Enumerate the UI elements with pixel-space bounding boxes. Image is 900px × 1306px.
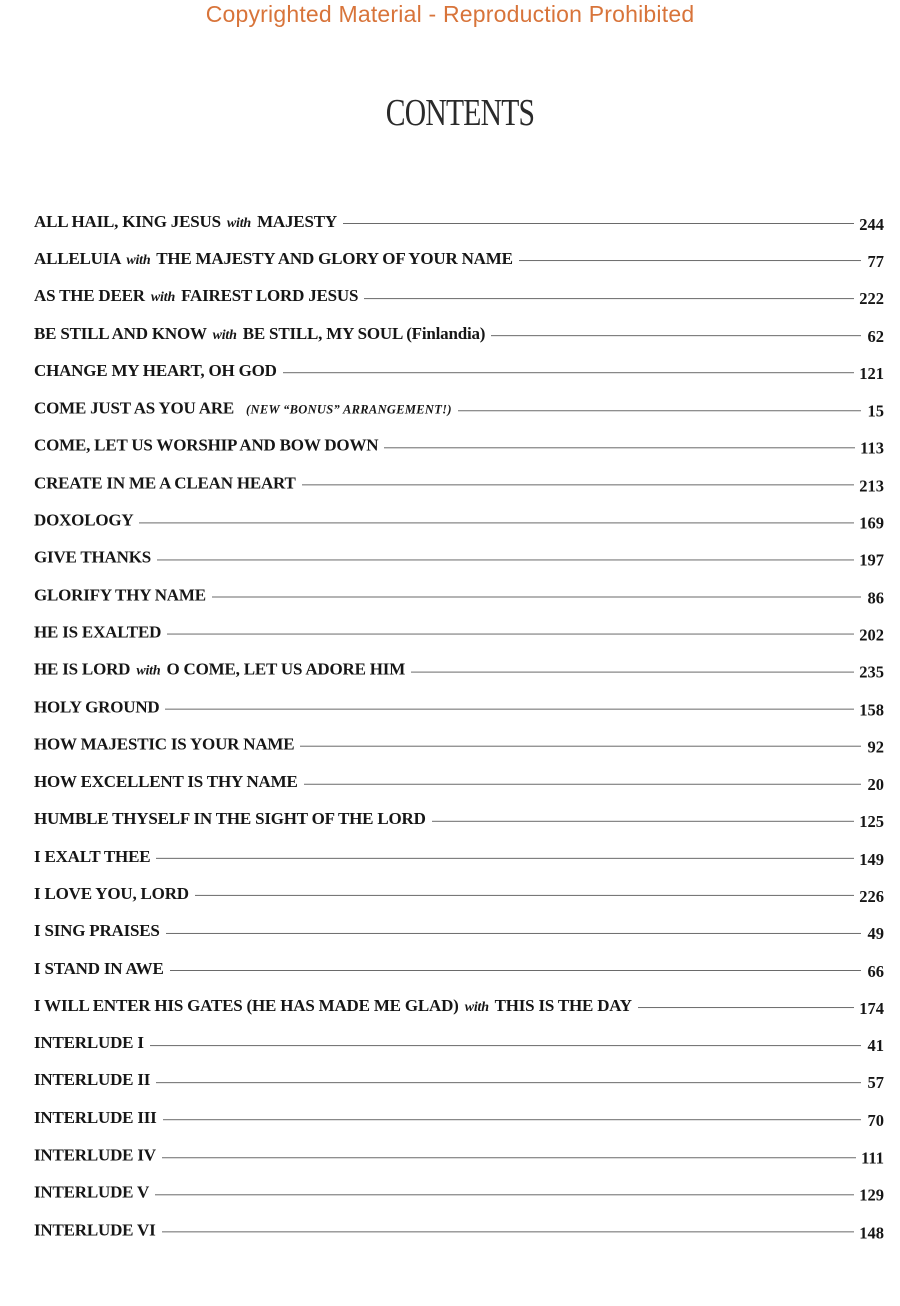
toc-entry-main-title: HUMBLE THYSELF IN THE SIGHT OF THE LORD — [34, 809, 426, 829]
toc-entry-with: with — [212, 327, 237, 343]
copyright-watermark: Copyrighted Material - Reproduction Prohibited — [205, 1, 695, 27]
toc-entry — [34, 464, 884, 501]
toc-entry-main-title: HOW EXCELLENT IS THY NAME — [34, 771, 298, 791]
toc-entry — [34, 576, 884, 613]
toc-entry-page-number: 70 — [867, 1110, 884, 1130]
toc-entry-medley-title: BE STILL, MY SOUL (Finlandia) — [242, 323, 486, 343]
toc-entry-title — [34, 959, 164, 979]
dot-leader — [304, 783, 861, 784]
dot-leader — [638, 1007, 854, 1008]
toc-entry-page-number: 148 — [859, 1223, 884, 1243]
toc-entry-main-title: CHANGE MY HEART, OH GOD — [34, 361, 277, 381]
toc-entry — [34, 651, 884, 688]
toc-entry-page-number: 197 — [859, 550, 884, 570]
dot-leader — [162, 1157, 856, 1158]
toc-entry-with: with — [126, 252, 151, 268]
toc-entry — [34, 1137, 884, 1174]
toc-entry-page-number: 202 — [859, 625, 884, 645]
toc-entry — [34, 203, 884, 240]
toc-entry-medley-title: MAJESTY — [257, 211, 337, 231]
toc-entry-title — [34, 847, 150, 867]
toc-entry-page-number: 125 — [859, 812, 884, 832]
toc-entry-main-title: CREATE IN ME A CLEAN HEART — [34, 473, 296, 493]
toc-entry-medley-title: THIS IS THE DAY — [494, 995, 632, 1015]
toc-entry-title — [34, 585, 206, 605]
dot-leader — [411, 671, 854, 672]
toc-entry-main-title: BE STILL AND KNOW — [34, 323, 207, 343]
toc-entry-page-number: 92 — [867, 737, 884, 757]
toc-entry-main-title: I SING PRAISES — [34, 921, 160, 941]
toc-entry — [34, 1025, 884, 1062]
toc-entry-page-number: 41 — [867, 1036, 884, 1056]
toc-entry — [34, 987, 884, 1024]
toc-entry-title — [34, 921, 160, 941]
toc-entry-page-number: 62 — [867, 326, 884, 346]
toc-entry — [34, 801, 884, 838]
toc-entry-title — [34, 286, 358, 306]
toc-entry-title — [34, 772, 298, 792]
dot-leader — [163, 1119, 861, 1120]
dot-leader — [519, 260, 861, 261]
toc-entry-title — [34, 884, 189, 904]
toc-entry-with: with — [136, 663, 161, 679]
toc-entry-page-number: 149 — [859, 849, 884, 869]
toc-entry-main-title: HOLY GROUND — [34, 697, 160, 717]
dot-leader — [139, 522, 854, 523]
toc-entry — [34, 763, 884, 800]
dot-leader — [166, 933, 861, 934]
toc-entry-title — [34, 212, 337, 232]
dot-leader — [212, 597, 861, 598]
toc-entry — [34, 950, 884, 987]
toc-entry-main-title: INTERLUDE V — [34, 1182, 150, 1202]
dot-leader — [170, 970, 861, 971]
toc-entry-title — [34, 436, 378, 456]
toc-entry-page-number: 15 — [867, 401, 884, 421]
toc-entry-medley-title: THE MAJESTY AND GLORY OF YOUR NAME — [156, 248, 513, 268]
toc-entry — [34, 875, 884, 912]
dot-leader — [150, 1045, 861, 1046]
toc-entry-title — [34, 324, 485, 344]
toc-entry-page-number: 66 — [867, 961, 884, 981]
toc-entry-page-number: 113 — [860, 438, 884, 458]
toc-entry-title — [34, 473, 296, 493]
toc-entry — [34, 913, 884, 950]
dot-leader — [458, 410, 861, 411]
toc-entry-main-title: INTERLUDE II — [34, 1070, 151, 1090]
toc-entry-title — [34, 361, 277, 381]
toc-entry-page-number: 49 — [867, 924, 884, 944]
toc-entry — [34, 838, 884, 875]
toc-entry-main-title: I EXALT THEE — [34, 846, 151, 866]
toc-entry-main-title: ALL HAIL, KING JESUS — [34, 211, 221, 231]
toc-entry-page-number: 129 — [859, 1185, 884, 1205]
toc-entry-medley-title: FAIREST LORD JESUS — [181, 286, 359, 306]
toc-entry — [34, 1174, 884, 1211]
toc-entry-main-title: ALLELUIA — [34, 248, 121, 268]
toc-entry-main-title: I LOVE YOU, LORD — [34, 883, 189, 903]
toc-entry — [34, 278, 884, 315]
table-of-contents — [34, 203, 884, 1247]
toc-entry-title — [34, 1071, 150, 1091]
toc-entry-title — [34, 660, 405, 680]
toc-entry-main-title: COME JUST AS YOU ARE — [34, 398, 235, 418]
page-title: CONTENTS — [385, 92, 535, 134]
toc-entry-main-title: GIVE THANKS — [34, 547, 151, 567]
dot-leader — [343, 223, 854, 224]
toc-entry-title — [34, 1108, 157, 1128]
toc-entry-page-number: 226 — [859, 886, 884, 906]
toc-entry — [34, 539, 884, 576]
toc-entry — [34, 502, 884, 539]
toc-entry-page-number: 77 — [867, 251, 884, 271]
toc-entry-page-number: 169 — [859, 513, 884, 533]
toc-entry-page-number: 158 — [859, 700, 884, 720]
dot-leader — [283, 373, 855, 374]
toc-entry — [34, 614, 884, 651]
toc-entry-main-title: INTERLUDE VI — [34, 1220, 156, 1240]
toc-entry-main-title: I WILL ENTER HIS GATES (HE HAS MADE ME GLAD) — [34, 995, 459, 1015]
toc-entry-page-number: 235 — [859, 662, 884, 682]
toc-entry — [34, 1099, 884, 1136]
toc-entry-note: (NEW “BONUS” ARRANGEMENT!) — [246, 402, 452, 417]
dot-leader — [300, 746, 861, 747]
toc-entry-page-number: 174 — [859, 998, 884, 1018]
toc-entry-title — [34, 622, 161, 642]
toc-entry — [34, 315, 884, 352]
toc-entry-with: with — [464, 999, 489, 1015]
toc-entry-with: with — [226, 215, 252, 231]
toc-entry — [34, 1211, 884, 1248]
toc-entry — [34, 390, 884, 427]
toc-entry — [34, 1062, 884, 1099]
toc-entry-title — [34, 1183, 149, 1203]
toc-entry-main-title: INTERLUDE I — [34, 1033, 144, 1053]
dot-leader — [167, 634, 854, 635]
toc-entry-main-title: INTERLUDE IV — [34, 1145, 156, 1165]
toc-entry-medley-title: O COME, LET US ADORE HIM — [166, 659, 406, 679]
dot-leader — [432, 821, 855, 822]
toc-entry-page-number: 111 — [861, 1148, 884, 1168]
toc-entry-title — [34, 548, 151, 568]
toc-entry — [34, 689, 884, 726]
toc-entry-page-number: 121 — [859, 364, 884, 384]
toc-entry-title — [34, 398, 452, 418]
dot-leader — [491, 335, 861, 336]
toc-entry-main-title: I STAND IN AWE — [34, 958, 164, 978]
toc-entry-title — [34, 734, 294, 754]
dot-leader — [156, 858, 854, 859]
toc-entry-main-title: COME, LET US WORSHIP AND BOW DOWN — [34, 435, 379, 455]
dot-leader — [155, 1194, 854, 1195]
toc-entry-page-number: 20 — [867, 774, 884, 794]
toc-entry — [34, 352, 884, 389]
toc-entry-title — [34, 1220, 156, 1240]
toc-entry-page-number: 244 — [859, 214, 884, 234]
toc-entry-with: with — [150, 290, 176, 306]
toc-entry-page-number: 222 — [859, 289, 884, 309]
dot-leader — [364, 298, 854, 299]
toc-entry-title — [34, 1145, 156, 1165]
toc-entry-main-title: INTERLUDE III — [34, 1107, 157, 1127]
dot-leader — [156, 1082, 861, 1083]
toc-entry-page-number: 86 — [867, 588, 884, 608]
toc-entry — [34, 427, 884, 464]
toc-entry-title — [34, 697, 159, 717]
dot-leader — [157, 559, 854, 560]
toc-entry-title — [34, 809, 426, 829]
toc-entry-main-title: HE IS EXALTED — [34, 622, 162, 642]
toc-entry-main-title: HE IS LORD — [34, 659, 131, 679]
toc-entry-main-title: HOW MAJESTIC IS YOUR NAME — [34, 734, 295, 754]
dot-leader — [302, 485, 855, 486]
toc-entry-page-number: 57 — [867, 1073, 884, 1093]
toc-entry — [34, 240, 884, 277]
toc-entry-title — [34, 1033, 144, 1053]
toc-entry-main-title: GLORIFY THY NAME — [34, 585, 206, 605]
toc-entry-title — [34, 996, 632, 1016]
dot-leader — [165, 709, 854, 710]
toc-entry-main-title: AS THE DEER — [34, 286, 145, 306]
toc-entry-title — [34, 249, 513, 269]
toc-entry — [34, 726, 884, 763]
toc-entry-main-title: DOXOLOGY — [34, 510, 134, 530]
toc-entry-page-number: 213 — [859, 476, 884, 496]
dot-leader — [195, 895, 854, 896]
toc-entry-title — [34, 510, 133, 530]
dot-leader — [384, 447, 855, 448]
dot-leader — [162, 1232, 855, 1233]
